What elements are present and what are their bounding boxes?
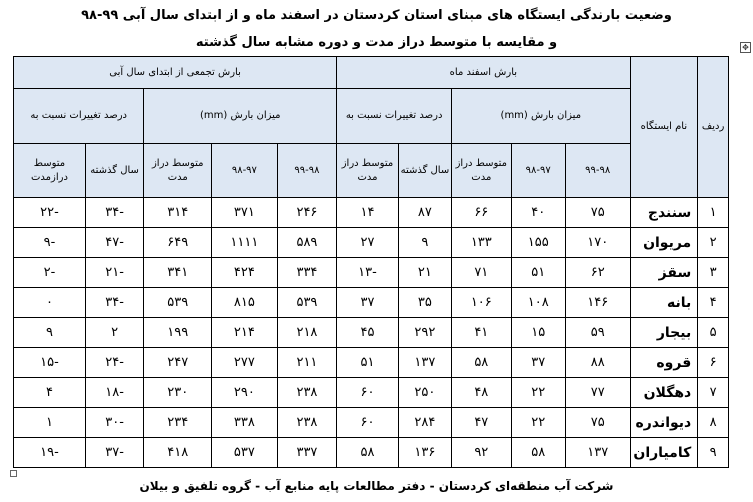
header-row-no: ردیف — [698, 57, 729, 198]
cell-esfand-9798: ۲۲ — [511, 408, 565, 438]
cell-station: سقز — [630, 258, 698, 288]
cell-cum-9899: ۳۳۴ — [277, 258, 336, 288]
cell-cum-change-last-year: -۳۷ — [85, 438, 143, 468]
cell-row-no: ۸ — [698, 408, 729, 438]
cell-cum-change-long-term: ۴ — [14, 378, 86, 408]
footer-credit: شرکت آب منطقه‌ای کردستان - دفتر مطالعات پایه منابع آب - گروه تلفیق و بیلان — [139, 479, 614, 493]
cell-cum-avg: ۳۴۱ — [144, 258, 212, 288]
cell-esfand-avg: ۴۷ — [452, 408, 511, 438]
cell-esfand-change-long-term: ۵۱ — [337, 348, 399, 378]
cell-cum-avg: ۲۳۴ — [144, 408, 212, 438]
cell-esfand-change-long-term: ۶۰ — [337, 378, 399, 408]
cell-row-no: ۷ — [698, 378, 729, 408]
cell-esfand-9798: ۴۰ — [511, 198, 565, 228]
cell-station: کامیاران — [630, 438, 698, 468]
cell-esfand-change-long-term: ۴۵ — [337, 318, 399, 348]
cell-station: قروه — [630, 348, 698, 378]
header-station: نام ایستگاه — [630, 57, 698, 198]
cell-esfand-9798: ۲۲ — [511, 378, 565, 408]
table-row — [14, 198, 729, 228]
header-esfand-change: درصد تغییرات نسبت به — [337, 89, 452, 144]
cell-esfand-change-long-term: -۱۳ — [337, 258, 399, 288]
header-esfand-9798: ۹۸-۹۷ — [511, 144, 565, 198]
cell-esfand-change-last-year: ۸۷ — [398, 198, 451, 228]
cell-row-no: ۳ — [698, 258, 729, 288]
cell-cum-change-last-year: -۲۱ — [85, 258, 143, 288]
table-row — [14, 438, 729, 468]
title-line-2: و مقایسه با متوسط دراز مدت و دوره مشابه سال گذشته — [195, 35, 558, 50]
header-esfand-9899: ۹۹-۹۸ — [565, 144, 630, 198]
table-row — [14, 228, 729, 258]
header-cum-long-term-avg: متوسط دراز مدت — [144, 144, 212, 198]
cell-cum-9798: ۱۱۱۱ — [212, 228, 278, 258]
header-esfand-long-term-avg: متوسط دراز مدت — [452, 144, 511, 198]
cell-cum-change-last-year: ۲ — [85, 318, 143, 348]
cell-cum-9899: ۳۳۷ — [277, 438, 336, 468]
cell-esfand-change-last-year: ۲۹۲ — [398, 318, 451, 348]
cell-esfand-avg: ۹۲ — [452, 438, 511, 468]
cell-cum-change-long-term: -۹ — [14, 228, 86, 258]
cell-esfand-avg: ۱۰۶ — [452, 288, 511, 318]
cell-cum-avg: ۵۳۹ — [144, 288, 212, 318]
table-row — [14, 378, 729, 408]
cell-station: دهگلان — [630, 378, 698, 408]
cell-esfand-9798: ۱۵۵ — [511, 228, 565, 258]
cell-esfand-avg: ۴۱ — [452, 318, 511, 348]
cell-cum-9798: ۵۳۷ — [212, 438, 278, 468]
table-row — [14, 348, 729, 378]
cell-cum-9798: ۲۷۷ — [212, 348, 278, 378]
cell-esfand-9899: ۸۸ — [565, 348, 630, 378]
table-row — [14, 318, 729, 348]
cell-cum-9899: ۵۳۹ — [277, 288, 336, 318]
cell-cum-avg: ۱۹۹ — [144, 318, 212, 348]
cell-row-no: ۶ — [698, 348, 729, 378]
header-cum-9899: ۹۹-۹۸ — [277, 144, 336, 198]
table-row — [14, 288, 729, 318]
cell-cum-avg: ۶۴۹ — [144, 228, 212, 258]
cell-station: مریوان — [630, 228, 698, 258]
cell-cum-avg: ۲۴۷ — [144, 348, 212, 378]
cell-cum-9798: ۳۳۸ — [212, 408, 278, 438]
cell-cum-9798: ۳۷۱ — [212, 198, 278, 228]
cell-cum-change-last-year: -۳۴ — [85, 288, 143, 318]
cell-cum-9798: ۴۲۴ — [212, 258, 278, 288]
cell-esfand-9899: ۷۵ — [565, 408, 630, 438]
header-esfand-last-year: سال گذشته — [398, 144, 451, 198]
cell-station: سنندج — [630, 198, 698, 228]
cell-esfand-change-long-term: ۳۷ — [337, 288, 399, 318]
cell-row-no: ۲ — [698, 228, 729, 258]
cell-cum-change-last-year: -۳۴ — [85, 198, 143, 228]
cell-esfand-avg: ۷۱ — [452, 258, 511, 288]
cell-cum-9899: ۲۳۸ — [277, 408, 336, 438]
cell-esfand-change-long-term: ۶۰ — [337, 408, 399, 438]
cell-cum-change-last-year: -۱۸ — [85, 378, 143, 408]
header-cumulative-change: درصد تغییرات نسبت به — [14, 89, 144, 144]
cell-esfand-9899: ۷۵ — [565, 198, 630, 228]
cell-cum-avg: ۴۱۸ — [144, 438, 212, 468]
header-cum-long-term: متوسط درازمدت — [14, 144, 86, 198]
cell-row-no: ۵ — [698, 318, 729, 348]
cell-cum-change-last-year: -۳۰ — [85, 408, 143, 438]
cell-row-no: ۴ — [698, 288, 729, 318]
cell-esfand-9798: ۳۷ — [511, 348, 565, 378]
header-cumulative-group: بارش تجمعی از ابتدای سال آبی — [14, 57, 337, 89]
cell-station: دیواندره — [630, 408, 698, 438]
rainfall-table — [13, 56, 729, 468]
cell-esfand-change-last-year: ۲۱ — [398, 258, 451, 288]
cell-cum-change-long-term: -۱۵ — [14, 348, 86, 378]
cell-cum-9798: ۲۱۴ — [212, 318, 278, 348]
cell-esfand-avg: ۵۸ — [452, 348, 511, 378]
title-line-1: وضعیت بارندگی ایستگاه های مبنای استان کردستان در اسفند ماه و از ابتدای سال آبی ۹۹-۹۸ — [81, 8, 672, 23]
cell-esfand-9899: ۷۷ — [565, 378, 630, 408]
header-cumulative-amount: میزان بارش (mm) — [144, 89, 337, 144]
cell-cum-9899: ۲۱۱ — [277, 348, 336, 378]
cell-esfand-change-last-year: ۹ — [398, 228, 451, 258]
cell-esfand-change-long-term: ۲۷ — [337, 228, 399, 258]
cell-cum-change-last-year: -۴۷ — [85, 228, 143, 258]
cell-station: بیجار — [630, 318, 698, 348]
cell-row-no: ۹ — [698, 438, 729, 468]
header-esfand-amount: میزان بارش (mm) — [452, 89, 630, 144]
cell-esfand-9899: ۱۴۶ — [565, 288, 630, 318]
cell-esfand-9899: ۵۹ — [565, 318, 630, 348]
table-move-handle-icon[interactable]: ✥ — [740, 42, 751, 53]
header-cum-last-year: سال گذشته — [85, 144, 143, 198]
cell-row-no: ۱ — [698, 198, 729, 228]
header-esfand-group: بارش اسفند ماه — [337, 57, 630, 89]
cell-cum-change-long-term: ۱ — [14, 408, 86, 438]
cell-cum-change-long-term: ۹ — [14, 318, 86, 348]
cell-esfand-change-long-term: ۱۴ — [337, 198, 399, 228]
cell-esfand-9798: ۵۸ — [511, 438, 565, 468]
cell-esfand-avg: ۶۶ — [452, 198, 511, 228]
cell-cum-9899: ۲۳۸ — [277, 378, 336, 408]
cell-cum-change-long-term: -۱۹ — [14, 438, 86, 468]
table-resize-handle-icon[interactable] — [10, 470, 17, 477]
cell-esfand-9798: ۱۰۸ — [511, 288, 565, 318]
header-cum-9798: ۹۸-۹۷ — [212, 144, 278, 198]
cell-esfand-9899: ۱۳۷ — [565, 438, 630, 468]
cell-esfand-change-last-year: ۲۸۴ — [398, 408, 451, 438]
table-row — [14, 258, 729, 288]
cell-esfand-change-last-year: ۳۵ — [398, 288, 451, 318]
table-row — [14, 408, 729, 438]
cell-cum-9798: ۲۹۰ — [212, 378, 278, 408]
cell-esfand-9798: ۵۱ — [511, 258, 565, 288]
cell-cum-change-long-term: -۲ — [14, 258, 86, 288]
cell-cum-avg: ۲۳۰ — [144, 378, 212, 408]
cell-cum-change-last-year: -۲۴ — [85, 348, 143, 378]
cell-esfand-avg: ۱۳۳ — [452, 228, 511, 258]
cell-cum-avg: ۳۱۴ — [144, 198, 212, 228]
cell-station: بانه — [630, 288, 698, 318]
cell-cum-9899: ۵۸۹ — [277, 228, 336, 258]
cell-esfand-change-last-year: ۱۳۶ — [398, 438, 451, 468]
cell-cum-9899: ۲۴۶ — [277, 198, 336, 228]
cell-cum-change-long-term: ۰ — [14, 288, 86, 318]
cell-esfand-9798: ۱۵ — [511, 318, 565, 348]
cell-esfand-avg: ۴۸ — [452, 378, 511, 408]
cell-esfand-change-long-term: ۵۸ — [337, 438, 399, 468]
cell-esfand-change-last-year: ۲۵۰ — [398, 378, 451, 408]
cell-esfand-9899: ۱۷۰ — [565, 228, 630, 258]
cell-cum-change-long-term: -۲۲ — [14, 198, 86, 228]
cell-cum-9798: ۸۱۵ — [212, 288, 278, 318]
header-esfand-long-term: متوسط دراز مدت — [337, 144, 399, 198]
cell-esfand-change-last-year: ۱۳۷ — [398, 348, 451, 378]
cell-esfand-9899: ۶۲ — [565, 258, 630, 288]
cell-cum-9899: ۲۱۸ — [277, 318, 336, 348]
